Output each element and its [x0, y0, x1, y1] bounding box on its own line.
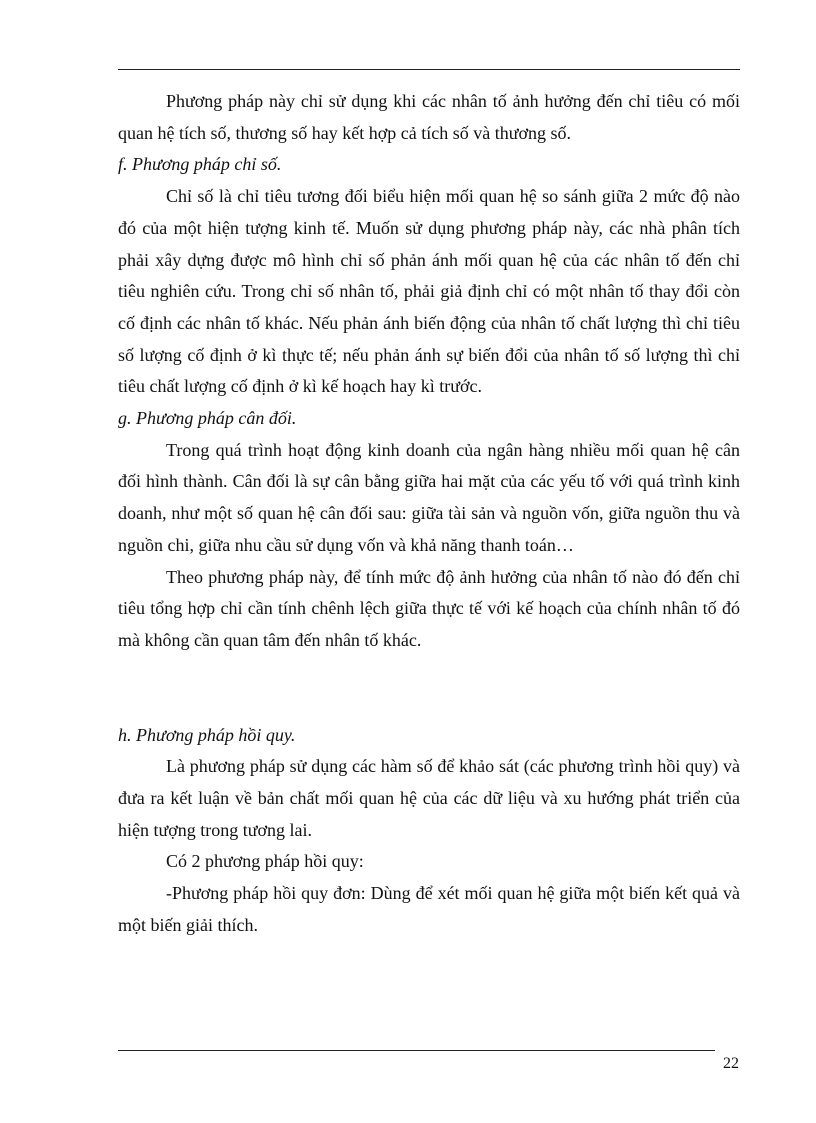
- footer-rule: [118, 1050, 715, 1051]
- paragraph-balance-method-calculation: Theo phương pháp này, để tính mức độ ảnh hưởng của nhân tố nào đó đến chỉ tiêu tổng hợp chỉ cần tính chênh lệch giữa thực tế với kế hoạch của chính nhân tố đó mà không cần quan tâm đến nhân tố khác.: [118, 566, 740, 650]
- document-body: [118, 86, 740, 942]
- paragraph-regression-method: Là phương pháp sử dụng các hàm số để khảo sát (các phương trình hồi quy) và đưa ra kết luận về bản chất mối quan hệ của các dữ liệu và xu hướng phát triển của hiện tượng trong tương lai.: [118, 756, 740, 840]
- paragraph-balance-method: Trong quá trình hoạt động kinh doanh của ngân hàng nhiều mối quan hệ cân đối hình thành. Cân đối là sự cân bằng giữa hai mặt của các yếu tố với quá trình kinh doanh, như một số quan hệ cân đối sau: giữa tài sản và nguồn vốn, giữa nguồn thu và nguồn chi, giữa nhu cầu sử dụng vốn và khả năng thanh toán…: [118, 439, 740, 555]
- page-number: 22: [723, 1055, 739, 1072]
- heading-balance-method: g. Phương pháp cân đối.: [118, 408, 297, 429]
- heading-regression-method: h. Phương pháp hồi quy.: [118, 724, 296, 745]
- header-rule: [118, 69, 740, 70]
- heading-index-method: f. Phương pháp chỉ số.: [118, 154, 282, 175]
- paragraph-product-method-note: Phương pháp này chỉ sử dụng khi các nhân tố ảnh hưởng đến chỉ tiêu có mối quan hệ tích số, thương số hay kết hợp cả tích số và thương số.: [118, 91, 740, 143]
- paragraph-simple-regression: -Phương pháp hồi quy đơn: Dùng để xét mối quan hệ giữa một biến kết quả và một biến giải thích.: [118, 883, 740, 935]
- paragraph-regression-types: Có 2 phương pháp hồi quy:: [166, 851, 364, 872]
- paragraph-index-method: Chỉ số là chỉ tiêu tương đối biểu hiện mối quan hệ so sánh giữa 2 mức độ nào đó của một hiện tượng kinh tế. Muốn sử dụng phương pháp này, các nhà phân tích phải xây dựng được mô hình chỉ số phản ánh mối quan hệ của các nhân tố đến chỉ tiêu nghiên cứu. Trong chỉ số nhân tố, phải giả định chỉ có một nhân tố thay đổi còn cố định các nhân tố khác. Nếu phản ánh biến động của nhân tố chất lượng thì chỉ tiêu số lượng cố định ở kì thực tế; nếu phản ánh sự biến đổi của nhân tố số lượng thì chỉ tiêu chất lượng cố định ở kì kế hoạch hay kì trước.: [118, 186, 740, 397]
- section-spacer: [118, 657, 740, 720]
